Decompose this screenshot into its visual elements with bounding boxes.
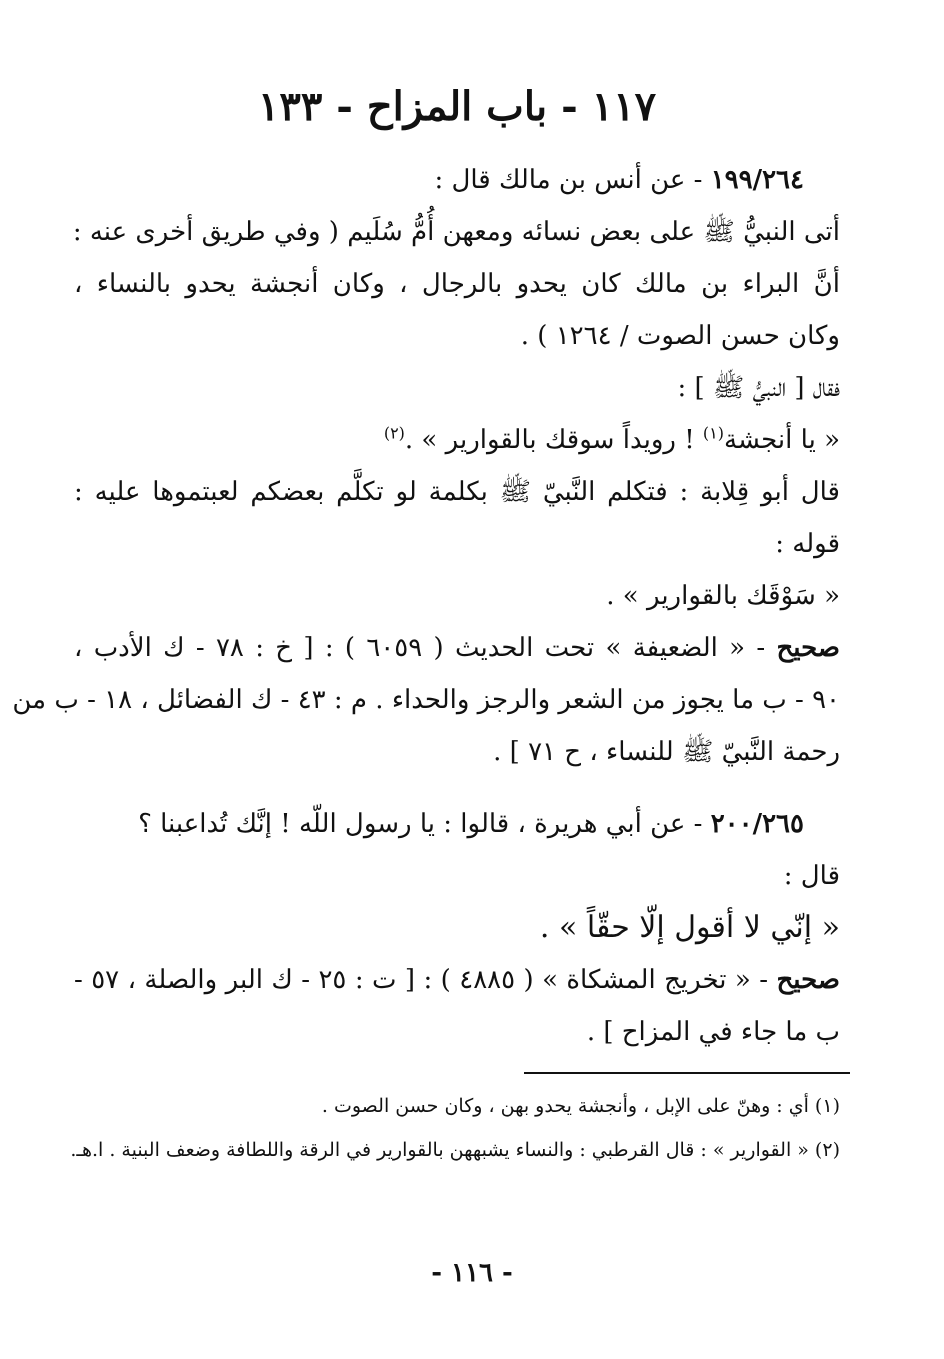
grade-line: رحمة النَّبيّ ﷺ للنساء ، ح ٧١ ] . <box>493 737 840 767</box>
hadith-intro: - عن أبي هريرة ، قالوا : يا رسول اللّه ! إنَّك تُداعبنا ؟ <box>138 809 711 839</box>
hadith-heading <box>74 154 840 206</box>
text-line: فقال [ النبيُّ ﷺ ] : <box>677 373 840 403</box>
grade-label: صحيح <box>776 633 840 663</box>
footnote-divider <box>524 1072 850 1074</box>
footnote-1: (١) أي : وهنّ على الإبل ، وأنجشة يحدو بهن ، وكان حسن الصوت . <box>321 1095 840 1117</box>
footnote-2: (٢) « القوارير » : قال القرطبي : والنساء يشبههن بالقوارير في الرقة واللطافة وضعف البنية . ا.هـ. <box>70 1139 840 1161</box>
footnotes <box>70 1084 840 1172</box>
quote-text: « يا أنجشة <box>724 425 840 455</box>
page-number: - ١١٦ - <box>431 1258 513 1288</box>
text-line: أتى النبيُّ ﷺ على بعض نسائه ومعهن أُمُّ سُلَيم ( وفي طريق أخرى عنه : <box>72 217 840 247</box>
quote-line <box>74 414 840 466</box>
grade-line: ب ما جاء في المزاح ] . <box>586 1017 840 1047</box>
chapter-title: ١١٧ - باب المزاح - ١٣٣ <box>257 83 657 130</box>
footnote-ref-1: (١) <box>702 423 725 443</box>
grade-label: صحيح <box>776 965 840 995</box>
grade-line <box>74 622 840 674</box>
text-line: أنَّ البراء بن مالك كان يحدو بالرجال ، وكان أنجشة يحدو بالنساء ، <box>74 269 840 299</box>
grade-line <box>74 954 840 1006</box>
hadith-number: ٢٠٠/٢٦٥ <box>710 809 804 839</box>
text-line: قوله : <box>775 529 840 559</box>
hadith-heading <box>74 798 840 850</box>
text-line: وكان حسن الصوت / ١٢٦٤ ) . <box>520 321 840 351</box>
quote-line: « سَوْقَك بالقوارير » . <box>606 581 840 611</box>
spacer <box>74 778 840 798</box>
grade-line: ٩٠ - ب ما يجوز من الشعر والرجز والحداء . م : ٤٣ - ك الفضائل ، ١٨ - ب من <box>12 685 840 715</box>
text-line: قال : <box>783 861 840 891</box>
hadith-intro: - عن أنس بن مالك قال : <box>434 165 711 195</box>
hadith-199 <box>12 154 840 778</box>
footnote-ref-2: (٢) <box>383 423 405 443</box>
hadith-number: ١٩٩/٢٦٤ <box>710 165 804 195</box>
grade-text: - « تخريج المشكاة » ( ٤٨٨٥ ) : [ ت : ٢٥ - ك البر والصلة ، ٥٧ - <box>74 965 777 995</box>
hadith-200 <box>74 798 840 1058</box>
quote-line: « إنّي لا أقول إلّا حقّاً » . <box>539 910 840 945</box>
text-line: قال أبو قِلابة : فتكلم النَّبيّ ﷺ بكلمة لو تكلَّم بعضكم لعبتموها عليه : <box>74 477 840 507</box>
grade-text: - « الضعيفة » تحت الحديث ( ٦٠٥٩ ) : [ خ : ٧٨ - ك الأدب ، <box>74 633 777 663</box>
quote-text: ! رويداً سوقك بالقوارير » . <box>404 425 703 455</box>
